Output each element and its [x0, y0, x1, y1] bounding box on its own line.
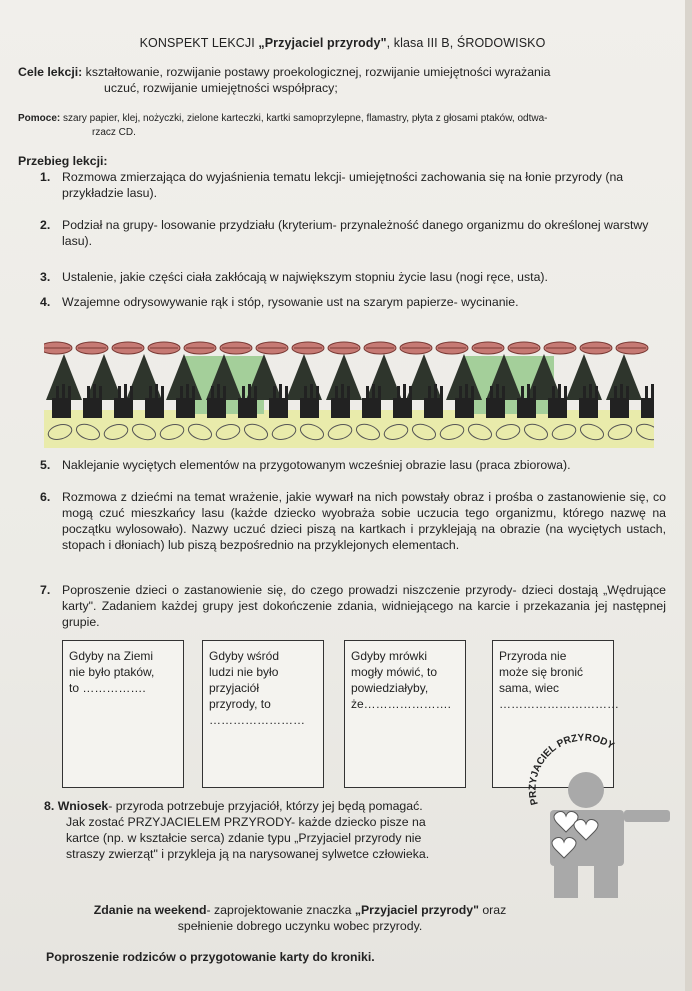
- figure-head: [568, 772, 604, 808]
- tree-cutout: [366, 354, 402, 400]
- wandering-card-1: Gdyby na Ziemi nie było ptaków, to …………….: [62, 640, 184, 788]
- parents-request: Poproszenie rodziców o przygotowanie karty do kroniki.: [46, 950, 375, 964]
- goals-text-1: kształtowanie, rozwijanie postawy proekologicznej, rozwijanie umiejętności wyrażania: [82, 65, 551, 79]
- step-1: 1. Rozmowa zmierzająca do wyjaśnienia tematu lekcji- umiejętności zachowania się na łonie przyrody (na przykładzie lasu).: [40, 170, 624, 200]
- friend-of-nature-figure: [528, 732, 678, 898]
- step-5: 5. Naklejanie wyciętych elementów na przygotowanym wcześniej obrazie lasu (praca zbiorowa).: [40, 458, 571, 472]
- weekend-task: Zdanie na weekend- zaprojektowanie znaczka „Przyjaciel przyrody" oraz spełnienie dobrego uczynku wobec przyrody.: [93, 903, 507, 933]
- forest-collage-image: [44, 340, 654, 452]
- figure-leg: [594, 866, 618, 898]
- step-4: 4. Wzajemne odrysowywanie rąk i stóp, rysowanie ust na szarym papierze- wycinanie.: [40, 295, 519, 309]
- wandering-card-2: Gdyby wśród ludzi nie było przyjaciół przyrody, to ……………………: [202, 640, 324, 788]
- step-7: 7. Poproszenie dzieci o zastanowienie się, do czego prowadzi niszczenie przyrody- dzieci dostają „Wędrujące karty". Zadaniem każdej grupy jest dokończenie zdania, widniejącego na karcie i przekazania jej następnej grupie.: [40, 583, 666, 629]
- hand-cutout: [641, 384, 654, 418]
- tree-cutout: [86, 354, 122, 400]
- aids-text-1: szary papier, klej, nożyczki, zielone karteczki, kartki samoprzylepne, flamastry, płyta z głosami ptaków, odtwa-: [60, 113, 548, 124]
- procedure-label: Przebieg lekcji:: [18, 154, 108, 168]
- figure-arm: [624, 810, 670, 822]
- goals-label: Cele lekcji:: [18, 65, 83, 79]
- goals-section: [18, 64, 678, 96]
- step-6: 6. Rozmowa z dziećmi na temat wrażenie, jakie wywarł na nich powstały obraz i prośba o zastanowienie się, co mogą czuć mieszkańcy lasu (każde dziecko wyobraża sobie uczucia tego organizmu, którego nazwę na początku wylosowało). Nazwy uczuć dzieci piszą na kartkach i przyklejają na obrazie (na wyciętych ustach, stopach i dłoniach) lub piszą bezpośrednio na przyklejonych elementach.: [40, 490, 666, 552]
- aids-label: Pomoce:: [18, 113, 61, 124]
- step-8: 8. Wniosek- przyroda potrzebuje przyjaciół, którzy jej będą pomagać. Jak zostać PRZYJACIELEM PRZYRODY- każde dziecko pisze na kartce (np. w kształcie serca) zdanie typu „Przyjaciel przyrody nie straszy zwierząt" i przykleja ją na narysowanej sylwetce człowieka.: [44, 799, 430, 861]
- step-2: 2. Podział na grupy- losowanie przydziału (kryterium- przynależność danego organizmu do określonej warstwy lasu).: [40, 218, 649, 248]
- aids-text-2: rzacz CD.: [92, 127, 136, 138]
- goals-text-2: uczuć, rozwijanie umiejętności współpracy;: [104, 81, 338, 95]
- tree-cutout: [606, 354, 642, 400]
- wandering-card-3: Gdyby mrówki mogły mówić, to powiedziałyby, że………………….: [344, 640, 466, 788]
- badge-text: PRZYJACIEL PRZYRODY: [528, 732, 616, 807]
- lesson-title: KONSPEKT LEKCJI „Przyjaciel przyrody", klasa III B, ŚRODOWISKO: [139, 36, 546, 50]
- step-3: 3. Ustalenie, jakie części ciała zakłócają w największym stopniu życie lasu (nogi ręce, usta).: [40, 270, 548, 284]
- aids-section: [18, 112, 678, 140]
- wandering-card-4: Przyroda nie może się bronić sama, wiec …………………………: [492, 640, 614, 788]
- lips-row: [44, 342, 648, 354]
- figure-leg: [554, 866, 578, 898]
